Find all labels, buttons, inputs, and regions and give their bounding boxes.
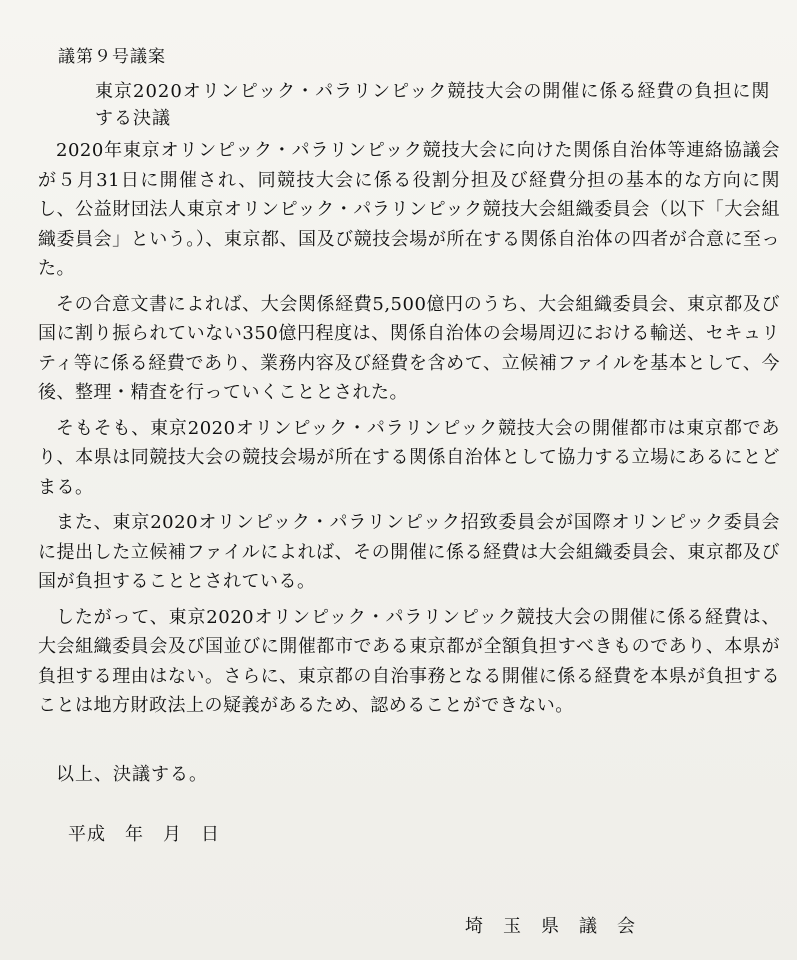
resolution-body — [38, 136, 780, 727]
resolution-title: 東京2020オリンピック・パラリンピック競技大会の開催に係る経費の負担に関する決議 — [95, 81, 771, 129]
date-line: 平成 年 月 日 — [68, 824, 220, 845]
paragraph-5: したがって、東京2020オリンピック・パラリンピック競技大会の開催に係る経費は、大会組織委員会及び国並びに開催都市である東京都が全額負担すべきものであり、本県が負担する理由はない。さらに、東京都の自治事務となる開催に係る経費を本県が負担することは地方財政法上の疑義があるため、認めることができない。 — [38, 606, 780, 716]
closing-statement: 以上、決議する。 — [56, 764, 208, 785]
paragraph-3: そもそも、東京2020オリンピック・パラリンピック競技大会の開催都市は東京都であり、本県は同競技大会の競技会場が所在する関係自治体として協力する立場にあるにとどまる。 — [38, 417, 780, 498]
paragraph-1: 2020年東京オリンピック・パラリンピック競技大会に向けた関係自治体等連絡協議会が５月31日に開催され、同競技大会に係る役割分担及び経費分担の基本的な方向に関し、公益財団法人東京オリンピック・パラリンピック競技大会組織委員会（以下「大会組織委員会」という。）、東京都、国及び競技会場が所在する関係自治体の四者が合意に至った。 — [38, 140, 780, 279]
paragraph-4: また、東京2020オリンピック・パラリンピック招致委員会が国際オリンピック委員会に提出した立候補ファイルによれば、その開催に係る経費は大会組織委員会、東京都及び国が負担することとされている。 — [38, 512, 780, 592]
bill-number: 議第９号議案 — [58, 47, 166, 67]
paragraph-2: その合意文書によれば、大会関係経費5,500億円のうち、大会組織委員会、東京都及び国に割り振られていない350億円程度は、関係自治体の会場周辺における輸送、セキュリティ等に係る経費であり、業務内容及び経費を含めて、立候補ファイルを基本として、今後、整理・精査を行っていくこととされた。 — [38, 293, 780, 403]
assembly-name: 埼 玉 県 議 会 — [465, 916, 636, 937]
